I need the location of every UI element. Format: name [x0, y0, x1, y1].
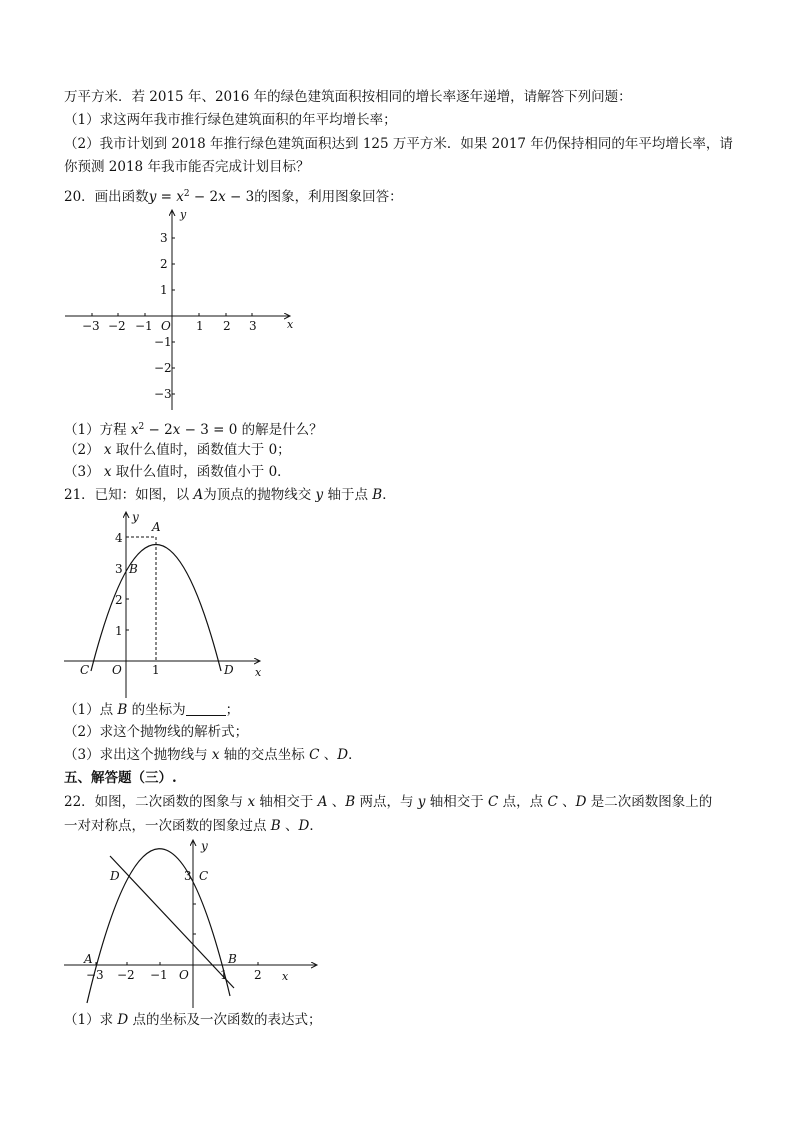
p21-question-2: [64, 722, 248, 742]
p20-q1-post: − 3 = 0 的解是什么？: [180, 422, 323, 438]
p21-A: A: [193, 487, 204, 503]
graph22-x-tick-neg3: −3: [86, 968, 104, 982]
p21-q3-x: x: [211, 747, 220, 763]
graph22-x-tick-neg1: −1: [150, 968, 168, 982]
graph20-y-tick-3: 3: [160, 231, 168, 245]
p21-question-1: [64, 700, 239, 720]
graph21-y-tick-4: 4: [115, 531, 123, 545]
p22-l2-end: ．: [309, 818, 323, 834]
p22-q1-D: D: [117, 1012, 129, 1028]
graph20-y-tick-neg1: −1: [154, 335, 172, 349]
p21-prompt: [64, 485, 396, 505]
p22-l2-B: B: [270, 818, 281, 834]
graph22-origin-label: O: [179, 968, 189, 982]
p21-y: y: [315, 487, 324, 503]
p22-l1-g: 是二次函数图象上的: [586, 794, 713, 810]
p20-q1-x1: x: [130, 422, 139, 438]
graph22-point-C-label: C: [199, 869, 209, 883]
p21-q1-post: 的坐标为: [127, 702, 186, 718]
p19-q2b-text: 你预测 2018 年我市能否完成计划目标？: [64, 159, 310, 175]
p20-question-2: [64, 440, 291, 460]
p20-func-x2: x: [218, 189, 226, 205]
p21-B: B: [372, 487, 383, 503]
graph21-x-axis-label: x: [255, 666, 262, 679]
graph20-y-tick-neg3: −3: [154, 387, 172, 401]
p20-q2-pre: （2）: [64, 442, 104, 458]
p19-question-1: [64, 110, 397, 130]
graph20-x-tick-neg2: −2: [108, 319, 126, 333]
p20-q3-x: x: [103, 464, 112, 480]
p19-q2a-text: （2）我市计划到 2018 年推行绿色建筑面积达到 125 万平方米．如果 2017 年仍保持相同的年平均增长率，请: [64, 136, 733, 152]
p22-question-1: [64, 1010, 322, 1030]
graph21-y-tick-1: 1: [115, 624, 123, 638]
p21-q3-sep: 、: [319, 747, 338, 763]
graph21-y-tick-2: 2: [115, 593, 123, 607]
p22-l2-sep: 、: [280, 818, 299, 834]
p22-l1-c: 两点，与: [355, 794, 418, 810]
graph22-x-tick-neg2: −2: [117, 968, 135, 982]
p20-tail: 的图象，利用图象回答：: [254, 189, 403, 205]
p19-cont-text: 万平方米．若 2015 年、2016 年的绿色建筑面积按相同的增长率逐年递增，请解答下列问题：: [64, 89, 632, 105]
p21-q3-mid: 轴的交点坐标: [219, 747, 310, 763]
p22-l2-D: D: [298, 818, 310, 834]
graph20-x-tick-neg3: −3: [82, 319, 100, 333]
p22-l1-e: 点，点: [498, 794, 548, 810]
p19-question-2b: [64, 157, 309, 177]
graph22-x-axis-label: x: [282, 970, 289, 983]
p21-q1-B: B: [117, 702, 128, 718]
graph20-y-tick-1: 1: [160, 283, 168, 297]
graph20-origin-label: O: [161, 319, 171, 333]
p21-q3-pre: （3）求出这个抛物线与: [64, 747, 212, 763]
p21-q3-C: C: [309, 747, 320, 763]
graph20-x-tick-2: 2: [223, 319, 231, 333]
graph20-x-axis-label: x: [287, 318, 294, 331]
p20-func-sup: 2: [183, 189, 190, 199]
graph21-x-tick-1: 1: [152, 663, 160, 677]
graph22-point-B-label: B: [228, 952, 237, 966]
graph21-origin-label: O: [112, 663, 122, 677]
graph20-y-tick-neg2: −2: [154, 361, 172, 375]
p22-l1-C2: C: [547, 794, 558, 810]
p20-q3-post: 取什么值时，函数值小于 0．: [111, 464, 291, 480]
p21-q3-D: D: [337, 747, 349, 763]
p20-q1-x2: x: [172, 422, 181, 438]
graph20-x-tick-3: 3: [249, 319, 257, 333]
p19-continuation: [64, 87, 632, 107]
graph21-point-D-label: D: [224, 663, 234, 677]
p21-q3-end: ．: [348, 747, 362, 763]
p19-q1-text: （1）求这两年我市推行绿色建筑面积的年平均增长率；: [64, 112, 397, 128]
p20-num: 20．画出函数: [64, 189, 149, 205]
p22-l1-y: y: [417, 794, 426, 810]
p21-mid: 为顶点的抛物线交: [203, 487, 316, 503]
graph22-x-tick-1: 1: [220, 968, 228, 982]
graph21-y-tick-3: 3: [115, 562, 123, 576]
graph20-x-tick-neg1: −1: [135, 319, 153, 333]
graph-20-coordinate-plane: [60, 205, 300, 420]
p22-q1-pre: （1）求: [64, 1012, 118, 1028]
p21-end: ．: [382, 487, 396, 503]
p22-l1-x: x: [247, 794, 256, 810]
graph21-point-A-label: A: [152, 520, 161, 534]
p22-prompt-line-1: [64, 792, 712, 812]
graph21-y-axis-label: y: [132, 510, 139, 524]
graph20-y-axis-label: y: [180, 208, 187, 221]
p21-q1-answer-blank[interactable]: [186, 701, 226, 716]
p20-q2-post: 取什么值时，函数值大于 0；: [111, 442, 291, 458]
p20-func-x1: x: [176, 189, 184, 205]
p19-question-2a: [64, 134, 733, 154]
p22-l2-pre: 一对对称点，一次函数的图象过点: [64, 818, 271, 834]
p20-question-1: [64, 417, 323, 440]
graph22-point-A-label: A: [84, 952, 93, 966]
p20-func-eq: =: [156, 189, 177, 205]
graph21-point-B-label: B: [129, 562, 138, 576]
p20-prompt: [64, 184, 403, 207]
p20-q1-mid: − 2: [144, 422, 173, 438]
p22-l1-d: 轴相交于: [425, 794, 488, 810]
graph22-x-tick-2: 2: [254, 968, 262, 982]
p20-question-3: [64, 462, 291, 482]
graph22-y-axis-label: y: [201, 839, 208, 853]
graph21-point-C-label: C: [80, 663, 90, 677]
p21-q2-text: （2）求这个抛物线的解析式；: [64, 724, 249, 740]
p22-l1-pre: 22．如图，二次函数的图象与: [64, 794, 248, 810]
p22-l1-C: C: [488, 794, 499, 810]
p20-q2-x: x: [103, 442, 112, 458]
p22-l1-a: 轴相交于: [255, 794, 318, 810]
p21-q1-pre: （1）点: [64, 702, 118, 718]
p21-q1-end: ；: [225, 702, 240, 718]
p20-q3-pre: （3）: [64, 464, 104, 480]
graph-21-parabola: [62, 508, 272, 698]
p22-l1-b: 、: [327, 794, 346, 810]
section-title-text: 五、解答题（三）.: [64, 770, 177, 786]
graph22-point-D-label: D: [110, 869, 120, 883]
p21-mid2: 轴于点: [323, 487, 373, 503]
p22-l1-A: A: [317, 794, 328, 810]
p21-pre: 21．已知：如图，以: [64, 487, 194, 503]
p22-l1-B: B: [345, 794, 356, 810]
p20-q1-pre: （1）方程: [64, 422, 131, 438]
graph20-y-tick-2: 2: [160, 257, 168, 271]
p22-q1-post: 点的坐标及一次函数的表达式；: [128, 1012, 322, 1028]
p21-question-3: [64, 745, 362, 765]
p20-func-rest-a: − 2: [189, 189, 219, 205]
p22-prompt-line-2: [64, 816, 323, 836]
graph22-y-tick-3: 3: [184, 869, 192, 883]
p20-q1-sup: 2: [138, 422, 145, 432]
graph-22-parabola-and-line: [62, 838, 322, 1008]
p20-func-rest-b: − 3: [225, 189, 255, 205]
p22-l1-f: 、: [557, 794, 576, 810]
p22-l1-D: D: [575, 794, 587, 810]
section-title: [64, 768, 177, 788]
p20-func-y: y: [148, 189, 157, 205]
graph20-x-tick-1: 1: [196, 319, 204, 333]
